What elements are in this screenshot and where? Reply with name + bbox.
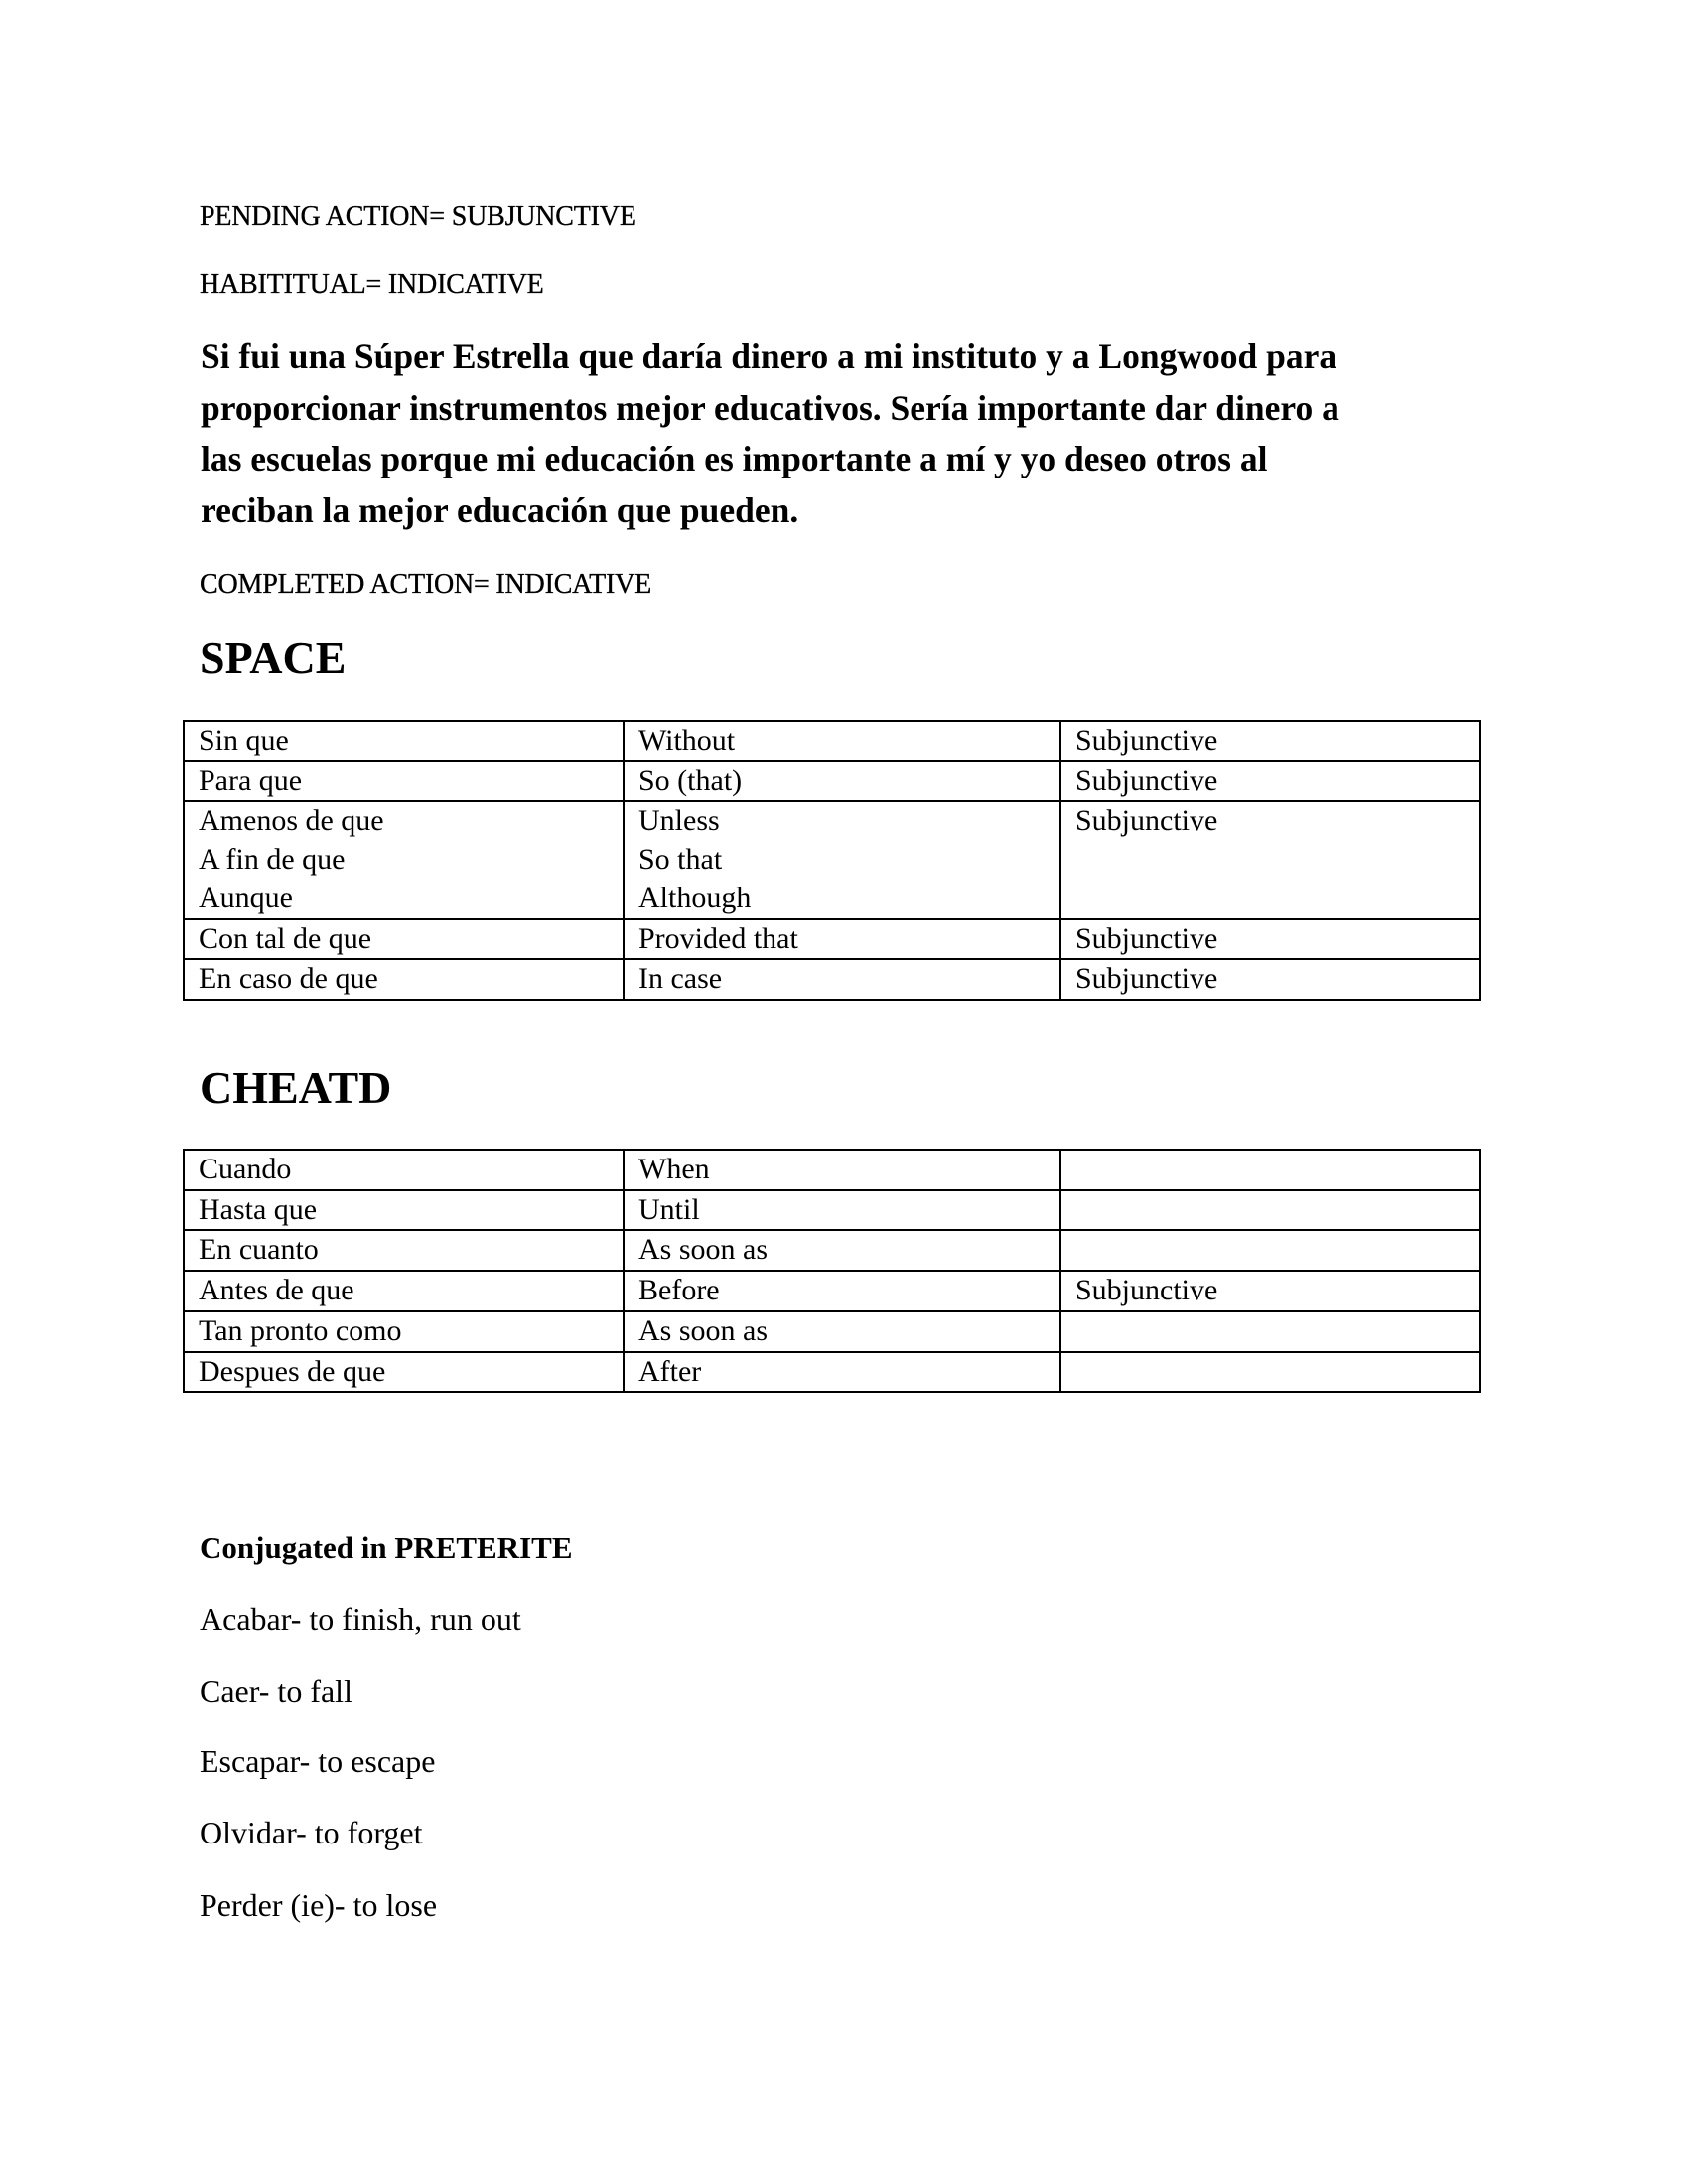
table-row bbox=[184, 1352, 1480, 1393]
cell-line: Aunque bbox=[199, 881, 293, 914]
english-cell: As soon as bbox=[624, 1230, 1060, 1271]
mood-cell bbox=[1060, 1190, 1480, 1231]
mood-cell: Subjunctive bbox=[1060, 959, 1480, 1000]
table-row bbox=[184, 919, 1480, 960]
table-row bbox=[184, 1230, 1480, 1271]
spanish-cell: Cuando bbox=[184, 1150, 624, 1190]
spanish-cell: Tan pronto como bbox=[184, 1311, 624, 1352]
spanish-cell bbox=[184, 801, 624, 918]
paragraph-line: las escuelas porque mi educación es importante a mí y yo deseo otros al bbox=[201, 439, 1268, 478]
paragraph-line: proporcionar instrumentos mejor educativos. Sería importante dar dinero a bbox=[201, 387, 1339, 428]
vocab-item: Caer- to fall bbox=[200, 1673, 352, 1708]
spanish-cell: En cuanto bbox=[184, 1230, 624, 1271]
spanish-cell: Hasta que bbox=[184, 1190, 624, 1231]
english-cell: So (that) bbox=[624, 761, 1060, 802]
spanish-cell: En caso de que bbox=[184, 959, 624, 1000]
mood-cell: Subjunctive bbox=[1060, 919, 1480, 960]
mood-cell: Subjunctive bbox=[1060, 801, 1480, 918]
mood-cell: Subjunctive bbox=[1060, 1271, 1480, 1311]
cheatd-heading: CHEATD bbox=[200, 1062, 392, 1113]
mood-cell bbox=[1060, 1230, 1480, 1271]
habitual-note: HABITITUAL= INDICATIVE bbox=[200, 269, 544, 300]
completed-action-note: COMPLETED ACTION= INDICATIVE bbox=[200, 569, 652, 600]
english-cell: When bbox=[624, 1150, 1060, 1190]
english-cell: As soon as bbox=[624, 1311, 1060, 1352]
table-row bbox=[184, 761, 1480, 802]
vocab-item: Perder (ie)- to lose bbox=[200, 1887, 438, 1923]
cell-line: So that bbox=[638, 843, 723, 877]
table-row bbox=[184, 959, 1480, 1000]
mood-cell: Subjunctive bbox=[1060, 721, 1480, 761]
vocab-item: Escapar- to escape bbox=[200, 1743, 436, 1779]
table-row bbox=[184, 1271, 1480, 1311]
english-cell: Before bbox=[624, 1271, 1060, 1311]
mood-cell bbox=[1060, 1352, 1480, 1393]
english-cell: In case bbox=[624, 959, 1060, 1000]
mood-cell: Subjunctive bbox=[1060, 761, 1480, 802]
spanish-cell: Con tal de que bbox=[184, 919, 624, 960]
superstar-paragraph bbox=[201, 332, 1339, 536]
table-row bbox=[184, 801, 1480, 918]
spanish-cell: Despues de que bbox=[184, 1352, 624, 1393]
english-cell: Provided that bbox=[624, 919, 1060, 960]
cheatd-table bbox=[183, 1149, 1481, 1393]
english-cell bbox=[624, 801, 1060, 918]
table-row bbox=[184, 1150, 1480, 1190]
cell-line: Although bbox=[638, 881, 752, 914]
space-heading: SPACE bbox=[200, 632, 347, 683]
english-cell: Until bbox=[624, 1190, 1060, 1231]
mood-cell bbox=[1060, 1311, 1480, 1352]
cell-line: Amenos de que bbox=[199, 804, 384, 838]
english-cell: After bbox=[624, 1352, 1060, 1393]
pending-action-note: PENDING ACTION= SUBJUNCTIVE bbox=[200, 202, 636, 232]
vocab-item: Acabar- to finish, run out bbox=[200, 1601, 521, 1637]
space-table bbox=[183, 720, 1481, 1001]
table-row bbox=[184, 1311, 1480, 1352]
table-row bbox=[184, 721, 1480, 761]
paragraph-line: reciban la mejor educación que pueden. bbox=[201, 489, 799, 530]
preterite-heading: Conjugated in PRETERITE bbox=[200, 1530, 573, 1565]
cell-line: Unless bbox=[638, 804, 720, 838]
english-cell: Without bbox=[624, 721, 1060, 761]
mood-cell bbox=[1060, 1150, 1480, 1190]
spanish-cell: Antes de que bbox=[184, 1271, 624, 1311]
spanish-cell: Sin que bbox=[184, 721, 624, 761]
spanish-cell: Para que bbox=[184, 761, 624, 802]
vocab-item: Olvidar- to forget bbox=[200, 1815, 423, 1850]
cell-line: A fin de que bbox=[199, 843, 346, 877]
table-row bbox=[184, 1190, 1480, 1231]
paragraph-line: Si fui una Súper Estrella que daría dinero a mi instituto y a Longwood para bbox=[201, 337, 1337, 376]
